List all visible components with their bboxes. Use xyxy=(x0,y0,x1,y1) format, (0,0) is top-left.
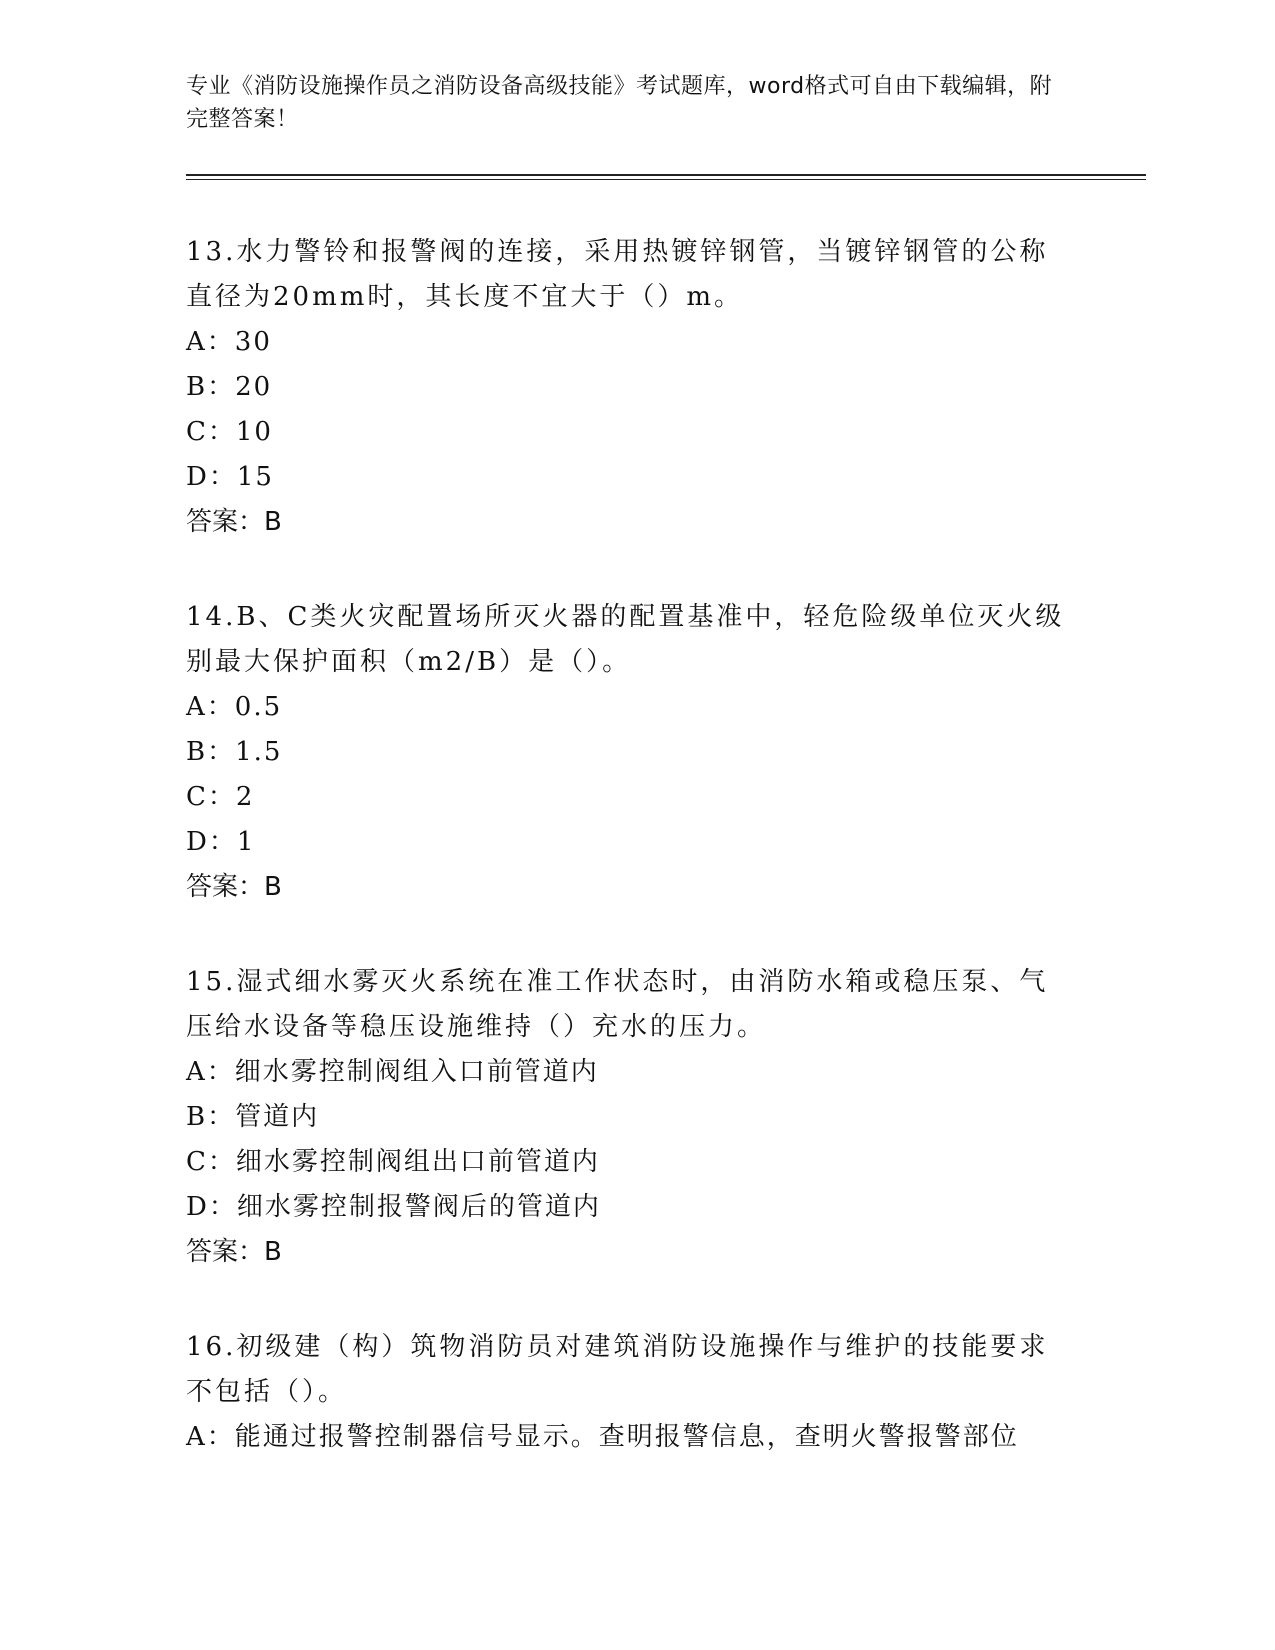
option-d: D：1 xyxy=(186,827,256,857)
option-d: D：细水雾控制报警阀后的管道内 xyxy=(186,1192,601,1222)
question-16 xyxy=(186,1325,1146,1460)
option-b: B：管道内 xyxy=(186,1102,320,1132)
option-a: A：细水雾控制阀组入口前管道内 xyxy=(186,1057,599,1087)
question-stem: 16.初级建（构）筑物消防员对建筑消防设施操作与维护的技能要求不包括（）。 xyxy=(186,1332,1049,1407)
answer: 答案：B xyxy=(186,1237,282,1267)
question-14 xyxy=(186,595,1146,910)
question-list xyxy=(186,230,1146,1460)
question-stem: 14.B、C类火灾配置场所灭火器的配置基准中，轻危险级单位灭火级别最大保护面积（m2/B）是（）。 xyxy=(186,602,1065,677)
header-divider xyxy=(186,174,1146,180)
option-c: C：10 xyxy=(186,417,273,447)
option-b: B：1.5 xyxy=(186,737,283,767)
option-a: A：能通过报警控制器信号显示。查明报警信息，查明火警报警部位 xyxy=(186,1422,1019,1452)
document-page xyxy=(186,70,1146,1510)
question-15 xyxy=(186,960,1146,1275)
option-b: B：20 xyxy=(186,372,273,402)
option-c: C：细水雾控制阀组出口前管道内 xyxy=(186,1147,600,1177)
question-stem: 15.湿式细水雾灭火系统在准工作状态时，由消防水箱或稳压泵、气压给水设备等稳压设施维持（）充水的压力。 xyxy=(186,967,1049,1042)
question-13 xyxy=(186,230,1146,545)
answer: 答案：B xyxy=(186,507,282,537)
option-a: A：0.5 xyxy=(186,692,283,722)
document-header: 专业《消防设施操作员之消防设备高级技能》考试题库，word格式可自由下载编辑，附完整答案！ xyxy=(186,74,1053,132)
option-a: A：30 xyxy=(186,327,272,357)
option-d: D：15 xyxy=(186,462,274,492)
option-c: C：2 xyxy=(186,782,255,812)
question-stem: 13.水力警铃和报警阀的连接，采用热镀锌钢管，当镀锌钢管的公称直径为20mm时，其长度不宜大于（）m。 xyxy=(186,237,1049,312)
answer: 答案：B xyxy=(186,872,282,902)
